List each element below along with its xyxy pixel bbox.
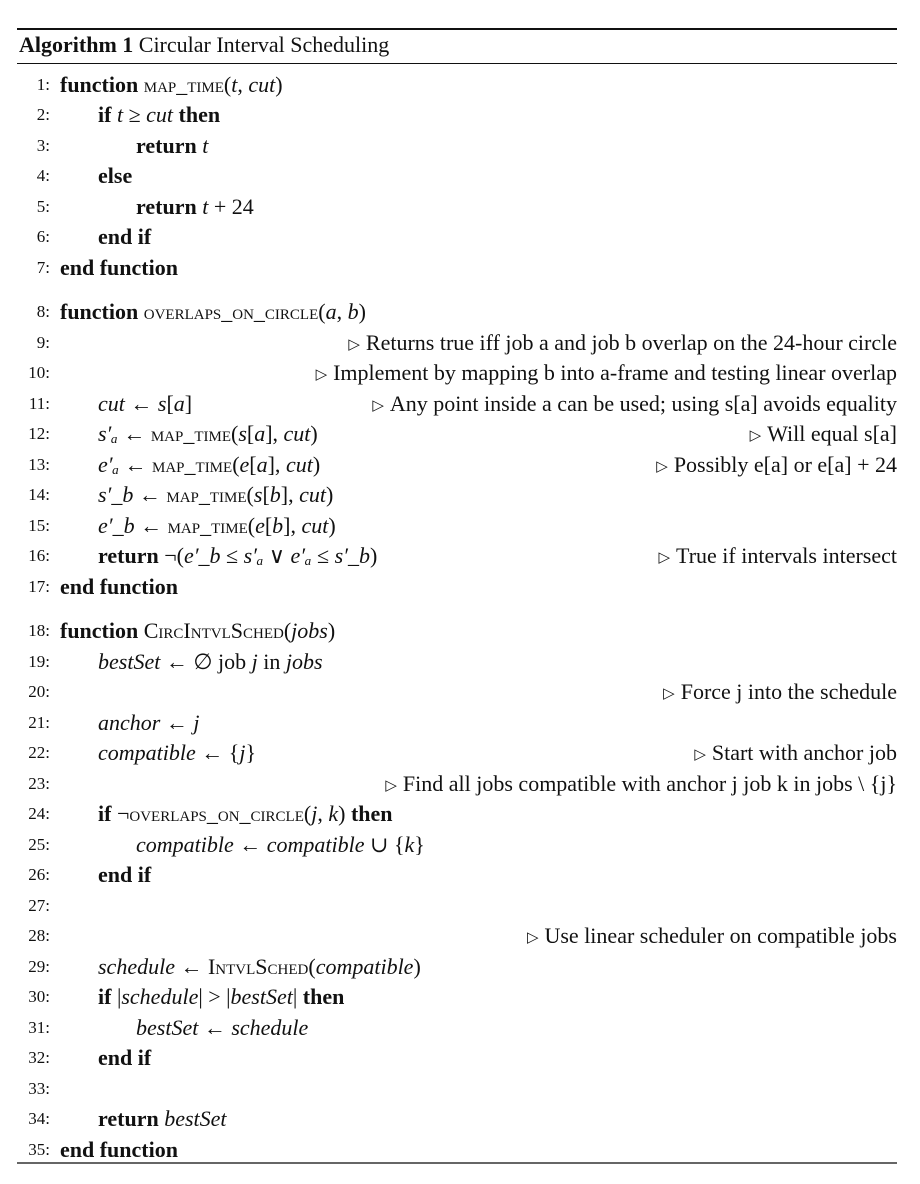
code-token: + 24	[208, 194, 254, 219]
code-token: ≤	[311, 543, 335, 568]
code-token: end if	[98, 224, 152, 249]
line-comment	[663, 677, 897, 710]
code-token: cut	[285, 452, 313, 477]
code-token: return	[98, 543, 165, 568]
code-token: [	[262, 482, 270, 507]
algorithm-caption	[17, 30, 897, 60]
comment-triangle-icon: ▷	[663, 686, 675, 702]
algorithm-line	[17, 222, 897, 252]
algorithm-line	[17, 982, 897, 1012]
code-token: ∪ {	[364, 832, 405, 857]
code-token: a	[173, 391, 185, 416]
algorithm-line	[17, 1135, 897, 1165]
code-token: s	[238, 421, 247, 446]
code-statement	[98, 480, 333, 510]
code-statement	[98, 1043, 151, 1073]
code-token: return	[136, 133, 203, 158]
code-token: }	[245, 740, 257, 765]
code-statement	[98, 982, 344, 1012]
algorithm-line	[17, 647, 897, 677]
code-token: ],	[265, 421, 284, 446]
code-token: [	[249, 452, 257, 477]
code-statement	[98, 541, 377, 571]
line-number: 15:	[28, 516, 50, 535]
code-token: e′_b	[183, 543, 221, 568]
code-token: ←	[117, 421, 151, 446]
code-token: ←	[174, 954, 208, 979]
code-token: jobs	[291, 618, 328, 643]
comment-text: Possibly e[a] or e[a] + 24	[673, 452, 897, 477]
code-token: s	[157, 391, 167, 416]
code-token: e′ₐ	[98, 452, 120, 477]
code-token: j	[311, 801, 318, 826]
code-token: bestSet	[230, 984, 293, 1009]
code-token: j	[193, 710, 200, 735]
code-token: s	[253, 482, 263, 507]
code-token: schedule	[98, 954, 175, 979]
code-token: schedule	[231, 1015, 309, 1040]
code-token: e	[255, 513, 265, 538]
code-token: function	[60, 618, 144, 643]
code-statement	[98, 419, 318, 449]
line-number: 28:	[28, 926, 50, 945]
code-token: if	[98, 102, 117, 127]
code-token: e′ₐ	[290, 543, 312, 568]
code-statement	[98, 100, 220, 130]
code-token: t	[202, 194, 209, 219]
comment-text: Use linear scheduler on compatible jobs	[544, 923, 897, 948]
code-token: ←	[198, 1015, 232, 1040]
code-statement	[98, 389, 192, 419]
comment-triangle-icon: ▷	[385, 778, 397, 794]
code-token: cut	[301, 513, 329, 538]
algorithm-line	[17, 830, 897, 860]
code-token: [	[246, 421, 255, 446]
line-number: 22:	[28, 743, 50, 762]
code-token: map_time	[152, 452, 233, 477]
code-statement	[60, 253, 178, 283]
line-number: 16:	[28, 546, 50, 565]
line-number: 3:	[36, 136, 50, 155]
code-token: j	[239, 740, 246, 765]
algorithm-line	[17, 192, 897, 222]
algorithm-line	[17, 541, 897, 571]
code-token: ,	[336, 299, 348, 324]
code-token: cut	[146, 102, 174, 127]
code-statement	[60, 297, 366, 327]
line-comment	[694, 738, 897, 771]
code-token: in	[257, 649, 286, 674]
code-token: ,	[237, 72, 249, 97]
algorithm-line	[17, 952, 897, 982]
algorithm-line	[17, 860, 897, 890]
line-number: 2:	[36, 105, 50, 124]
code-token: s′_b	[334, 543, 370, 568]
code-token: bestSet	[98, 649, 161, 674]
code-token: ← {	[195, 740, 240, 765]
line-number: 31:	[28, 1018, 50, 1037]
code-token: t	[231, 72, 238, 97]
code-token: end if	[98, 1045, 152, 1070]
comment-triangle-icon: ▷	[694, 747, 706, 763]
code-token: j	[251, 649, 258, 674]
line-number: 21:	[28, 713, 50, 732]
code-token: a	[325, 299, 337, 324]
code-token: |	[116, 984, 122, 1009]
code-token: end function	[60, 1137, 178, 1162]
algorithm-line	[17, 921, 897, 951]
bottom-rule	[17, 1162, 897, 1164]
code-token: compatible	[266, 832, 365, 857]
comment-triangle-icon: ▷	[315, 367, 328, 383]
code-token: ],	[283, 513, 302, 538]
code-token: [	[264, 513, 273, 538]
code-token: (	[246, 482, 254, 507]
algorithm-line	[17, 511, 897, 541]
algorithm-line	[17, 572, 897, 602]
code-token: (	[283, 618, 292, 643]
code-token: end function	[60, 255, 178, 280]
code-token: then	[173, 102, 221, 127]
code-token: ←	[133, 482, 167, 507]
code-token: end if	[98, 862, 152, 887]
line-number: 4:	[36, 166, 50, 185]
code-statement	[98, 161, 132, 191]
code-token: compatible	[136, 832, 234, 857]
code-token: )	[275, 72, 283, 97]
code-token: b	[269, 482, 281, 507]
algorithm-line	[17, 161, 897, 191]
code-token: k	[404, 832, 415, 857]
comment-text: Find all jobs compatible with anchor j job k in jobs \ {j}	[402, 771, 897, 796]
line-comment	[658, 541, 897, 574]
code-token: )	[312, 452, 321, 477]
code-token: ←	[134, 513, 168, 538]
code-token: cut	[299, 482, 326, 507]
code-token: ≤	[220, 543, 244, 568]
comment-triangle-icon: ▷	[658, 550, 671, 566]
line-number: 18:	[28, 621, 50, 640]
code-token: function	[60, 299, 144, 324]
line-number: 10:	[28, 363, 50, 382]
code-token: map_time	[143, 72, 224, 97]
code-token: }	[414, 832, 425, 857]
code-statement	[98, 1104, 227, 1134]
algorithm-lines	[17, 64, 897, 1164]
code-token: ←	[119, 452, 153, 477]
code-token: t	[202, 133, 209, 158]
code-token: )	[327, 618, 336, 643]
algorithm-line	[17, 1074, 897, 1104]
code-statement	[136, 192, 254, 222]
code-token: ←	[233, 832, 267, 857]
line-number: 5:	[36, 197, 50, 216]
algorithm-line	[17, 419, 897, 449]
code-statement	[60, 616, 335, 646]
code-statement	[60, 70, 283, 100]
algorithm-line	[17, 70, 897, 100]
code-token: ],	[267, 452, 286, 477]
code-token: a	[254, 421, 266, 446]
code-token: [	[166, 391, 174, 416]
code-token: overlaps_on_circle	[129, 801, 304, 826]
code-token: schedule	[121, 984, 199, 1009]
line-comment	[348, 328, 897, 361]
comment-triangle-icon: ▷	[372, 398, 384, 414]
code-token: )	[328, 513, 336, 538]
code-statement	[98, 450, 320, 480]
code-token: )	[325, 482, 334, 507]
line-number: 11:	[28, 394, 50, 413]
line-number: 7:	[36, 258, 50, 277]
code-token: ≥	[123, 102, 147, 127]
code-statement	[98, 708, 199, 738]
code-statement	[136, 1013, 308, 1043]
code-token: cut	[248, 72, 276, 97]
code-token: map_time	[167, 513, 248, 538]
code-token: ¬	[116, 801, 130, 826]
line-number: 26:	[28, 865, 50, 884]
code-token: b	[272, 513, 284, 538]
code-token: if	[98, 801, 117, 826]
code-token: end function	[60, 574, 178, 599]
line-number: 30:	[28, 987, 50, 1006]
line-number: 14:	[28, 485, 50, 504]
code-token: ← ∅ job	[160, 649, 252, 674]
code-token: return	[136, 194, 203, 219]
line-number: 6:	[36, 227, 50, 246]
comment-text: Will equal s[a]	[767, 421, 897, 446]
algorithm-line	[17, 677, 897, 707]
code-token: )	[413, 954, 421, 979]
line-comment	[316, 358, 897, 391]
algorithm-line	[17, 738, 897, 768]
code-token: then	[297, 984, 345, 1009]
code-token: (	[308, 954, 316, 979]
code-statement	[98, 222, 151, 252]
code-token: t	[116, 102, 124, 127]
line-comment	[372, 389, 897, 422]
algorithm-line	[17, 891, 897, 921]
algorithm-line	[17, 1013, 897, 1043]
code-token: )	[369, 543, 378, 568]
code-token: ¬(	[164, 543, 184, 568]
line-comment	[527, 921, 897, 954]
caption-label: Algorithm 1	[19, 32, 134, 57]
caption-title: Circular Interval Scheduling	[138, 32, 390, 57]
code-statement	[60, 1135, 178, 1165]
line-number: 20:	[28, 682, 50, 701]
line-number: 32:	[28, 1048, 50, 1067]
line-number: 8:	[36, 302, 50, 321]
algorithm-line	[17, 358, 897, 388]
algorithm-line	[17, 100, 897, 130]
code-token: ],	[280, 482, 300, 507]
code-token: |	[292, 984, 298, 1009]
algorithm-line	[17, 131, 897, 161]
algorithm-line	[17, 328, 897, 358]
code-token: s′ₐ	[98, 421, 118, 446]
algorithm-line	[17, 253, 897, 283]
algorithm-line	[17, 616, 897, 646]
code-token: (	[223, 72, 232, 97]
code-token: cut	[98, 391, 125, 416]
line-number: 13:	[28, 455, 50, 474]
line-number: 25:	[28, 835, 50, 854]
line-number: 1:	[36, 75, 50, 94]
code-statement	[98, 511, 336, 541]
comment-text: Returns true iff job a and job b overlap on the 24-hour circle	[365, 330, 897, 355]
algorithm-line	[17, 389, 897, 419]
code-statement	[60, 572, 178, 602]
line-number: 9:	[36, 333, 50, 352]
code-token: s′ₐ	[243, 543, 264, 568]
algorithm-line	[17, 1043, 897, 1073]
algorithm-line	[17, 1104, 897, 1134]
code-token: cut	[283, 421, 311, 446]
comment-text: Force j into the schedule	[680, 679, 897, 704]
comment-triangle-icon: ▷	[749, 428, 762, 444]
code-statement	[98, 647, 323, 677]
code-token: (	[232, 452, 240, 477]
code-token: function	[60, 72, 144, 97]
code-token: return	[98, 1106, 165, 1131]
code-token: ∨	[263, 543, 291, 568]
code-token: e′_b	[98, 513, 135, 538]
code-token: e	[239, 452, 250, 477]
line-comment	[385, 769, 897, 802]
line-number: 35:	[28, 1140, 50, 1159]
line-number: 27:	[28, 896, 50, 915]
comment-text: Any point inside a can be used; using s[a] avoids equality	[389, 391, 897, 416]
code-statement	[98, 860, 151, 890]
code-statement	[98, 952, 421, 982]
code-token: then	[345, 801, 393, 826]
code-statement	[136, 830, 425, 860]
code-token: (	[247, 513, 256, 538]
comment-text: Start with anchor job	[711, 740, 897, 765]
code-token: anchor	[98, 710, 161, 735]
algorithm-line	[17, 480, 897, 510]
code-token: )	[310, 421, 318, 446]
line-number: 19:	[28, 652, 50, 671]
code-token: | > |	[198, 984, 231, 1009]
code-token: compatible	[315, 954, 414, 979]
code-token: IntvlSched	[207, 954, 309, 979]
code-token: a	[256, 452, 268, 477]
code-token: if	[98, 984, 117, 1009]
code-token: b	[347, 299, 359, 324]
line-number: 29:	[28, 957, 50, 976]
code-token: overlaps_on_circle	[143, 299, 319, 324]
code-token: bestSet	[136, 1015, 199, 1040]
code-statement	[98, 738, 256, 768]
comment-text: Implement by mapping b into a-frame and testing linear overlap	[333, 360, 897, 385]
algorithm-line	[17, 708, 897, 738]
code-token: (	[318, 299, 326, 324]
line-number: 23:	[28, 774, 50, 793]
line-number: 33:	[28, 1079, 50, 1098]
line-comment	[750, 419, 897, 452]
code-token: compatible	[98, 740, 196, 765]
comment-text: True if intervals intersect	[676, 543, 897, 568]
comment-triangle-icon: ▷	[656, 459, 668, 475]
algorithm-block	[17, 28, 897, 1164]
code-token: (	[303, 801, 312, 826]
code-token: CircIntvlSched	[143, 618, 284, 643]
code-token: ←	[124, 391, 158, 416]
comment-triangle-icon: ▷	[348, 337, 360, 353]
line-number: 12:	[28, 424, 50, 443]
line-number: 34:	[28, 1109, 50, 1128]
code-token: map_time	[150, 421, 231, 446]
code-token: map_time	[166, 482, 247, 507]
code-token: k	[328, 801, 339, 826]
algorithm-line	[17, 769, 897, 799]
algorithm-line	[17, 297, 897, 327]
code-token: ,	[317, 801, 329, 826]
code-token: s′_b	[98, 482, 134, 507]
code-token: jobs	[285, 649, 323, 674]
code-statement	[136, 131, 208, 161]
code-token: )	[358, 299, 366, 324]
code-token: bestSet	[164, 1106, 227, 1131]
algorithm-line	[17, 450, 897, 480]
algorithm-line	[17, 799, 897, 829]
code-statement	[98, 799, 393, 829]
code-token: else	[98, 163, 133, 188]
code-token: (	[230, 421, 239, 446]
code-token: ←	[160, 710, 194, 735]
line-comment	[656, 450, 897, 483]
code-token: )	[338, 801, 346, 826]
comment-triangle-icon: ▷	[526, 930, 539, 946]
code-token: ]	[184, 391, 193, 416]
line-number: 17:	[28, 577, 50, 596]
line-number: 24:	[28, 804, 50, 823]
